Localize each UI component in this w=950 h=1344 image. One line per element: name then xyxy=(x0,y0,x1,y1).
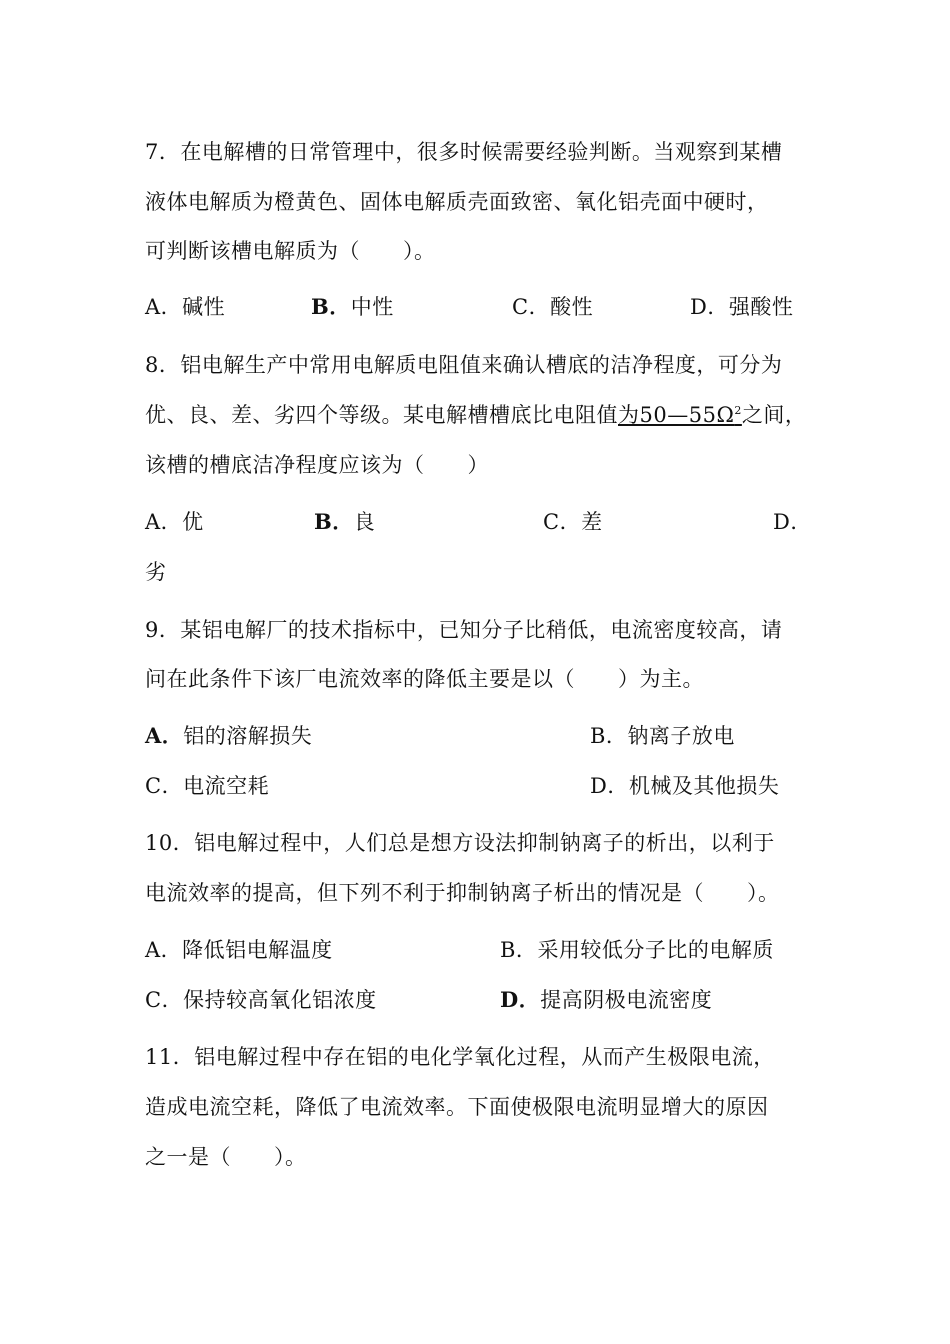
option-letter: A． xyxy=(145,510,183,534)
q7-line-3: 可判断该槽电解质为（ ）。 xyxy=(145,239,436,263)
option-letter: C． xyxy=(145,774,184,798)
q8-option-a xyxy=(145,507,204,537)
q8-option-d-text: 劣 xyxy=(145,560,167,584)
q8-line-1: 8．铝电解生产中常用电解质电阻值来确认槽底的洁净程度，可分为 xyxy=(145,353,783,377)
option-letter: D． xyxy=(500,987,541,1012)
q9-line-1: 9．某铝电解厂的技术指标中，已知分子比稍低，电流密度较高，请 xyxy=(145,618,783,642)
q8-line-2 xyxy=(145,400,806,430)
resistance-range-sup: 2 xyxy=(734,404,742,417)
q10-line-1: 10．铝电解过程中，人们总是想方设法抑制钠离子的析出，以利于 xyxy=(145,831,775,855)
option-text: 电流空耗 xyxy=(183,774,270,798)
option-letter: B． xyxy=(311,294,351,319)
option-letter: C． xyxy=(145,988,184,1012)
q7-option-b xyxy=(311,292,394,322)
option-letter: D． xyxy=(590,774,629,798)
option-text: 差 xyxy=(581,510,603,534)
option-text: 降低铝电解温度 xyxy=(182,938,333,962)
q11-line-3: 之一是（ ）。 xyxy=(145,1145,307,1169)
option-letter: A． xyxy=(145,295,183,319)
option-letter: C． xyxy=(543,510,582,534)
q9-option-b xyxy=(590,721,735,751)
option-text: 良 xyxy=(353,510,376,534)
option-letter: C． xyxy=(512,295,551,319)
q10-line-2: 电流效率的提高，但下列不利于抑制钠离子析出的情况是（ ）。 xyxy=(145,881,780,905)
q10-option-d xyxy=(500,985,712,1015)
option-letter: D． xyxy=(690,295,729,319)
option-text: 铝的溶解损失 xyxy=(183,724,313,748)
q8-line-3: 该槽的槽底洁净程度应该为（ ） xyxy=(145,453,489,477)
q9-option-d xyxy=(590,771,779,801)
q7-line-1: 7．在电解槽的日常管理中，很多时候需要经验判断。当观察到某槽 xyxy=(145,140,783,164)
option-text: 碱性 xyxy=(182,295,226,319)
q7-option-d xyxy=(690,292,793,322)
q10-option-a xyxy=(145,935,333,965)
option-letter: B． xyxy=(314,509,354,534)
q7-line-2: 液体电解质为橙黄色、固体电解质壳面致密、氧化铝壳面中硬时， xyxy=(145,190,769,214)
q10-option-c xyxy=(145,985,377,1015)
option-text: 保持较高氧化铝浓度 xyxy=(183,988,377,1012)
q7-option-a xyxy=(145,292,225,322)
q9-option-a xyxy=(145,721,312,751)
q8-option-c xyxy=(543,507,603,537)
option-text: 机械及其他损失 xyxy=(628,774,780,798)
q11-line-2: 造成电流空耗，降低了电流效率。下面使极限电流明显增大的原因 xyxy=(145,1095,769,1119)
option-text: 酸性 xyxy=(550,295,594,319)
resistance-range xyxy=(618,403,742,427)
option-letter: A． xyxy=(145,723,184,748)
q8-line-2-pre: 优、良、差、劣四个等级。某电解槽槽底比电阻值 xyxy=(145,403,618,427)
option-text: 强酸性 xyxy=(728,295,794,319)
q7-option-c xyxy=(512,292,593,322)
q10-option-b xyxy=(500,935,774,965)
option-text: 中性 xyxy=(350,295,394,319)
q8-line-2-post: 之间， xyxy=(741,403,807,427)
q8-option-d-letter: D． xyxy=(773,510,812,534)
q11-line-1: 11．铝电解过程中存在铝的电化学氧化过程，从而产生极限电流， xyxy=(145,1045,775,1069)
option-letter: A． xyxy=(145,938,183,962)
option-text: 优 xyxy=(182,510,204,534)
option-text: 提高阴极电流密度 xyxy=(540,988,713,1012)
q9-line-2: 问在此条件下该厂电流效率的降低主要是以（ ）为主。 xyxy=(145,667,704,691)
resistance-range-text: 为50—55Ω xyxy=(618,403,735,427)
option-letter: B． xyxy=(590,724,628,748)
q8-option-b xyxy=(314,507,375,537)
option-text: 采用较低分子比的电解质 xyxy=(537,938,774,962)
option-letter: B． xyxy=(500,938,538,962)
q9-option-c xyxy=(145,771,269,801)
option-text: 钠离子放电 xyxy=(627,724,735,748)
